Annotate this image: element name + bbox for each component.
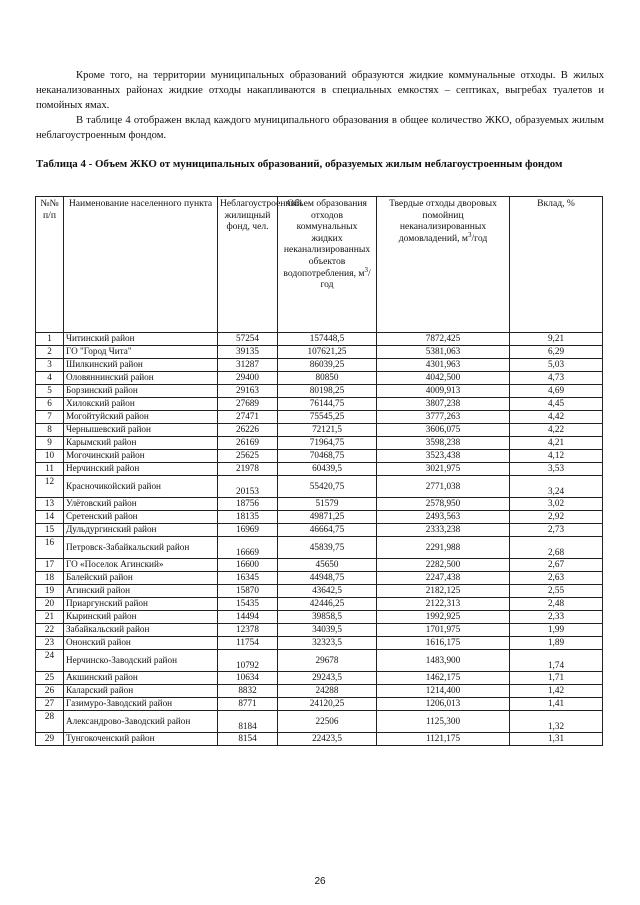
row-population: 8184 (218, 711, 278, 733)
row-volume: 44948,75 (278, 572, 377, 585)
row-share: 4,42 (510, 411, 603, 424)
table-row (36, 411, 603, 424)
row-solid-waste: 1483,900 (377, 650, 510, 672)
row-share: 2,63 (510, 572, 603, 585)
row-number: 26 (36, 685, 64, 698)
row-volume: 49871,25 (278, 511, 377, 524)
row-share: 2,68 (510, 537, 603, 559)
table-caption: Таблица 4 - Объем ЖКО от муниципальных образований, образуемых жилым неблагоустроенным фондом (36, 158, 563, 170)
row-solid-waste: 3021,975 (377, 463, 510, 476)
row-share: 1,41 (510, 698, 603, 711)
row-name: Петровск-Забайкальский район (64, 537, 218, 559)
row-share: 1,71 (510, 672, 603, 685)
row-solid-waste: 1214,400 (377, 685, 510, 698)
table-row (36, 711, 603, 733)
row-population: 15870 (218, 585, 278, 598)
row-number: 29 (36, 733, 64, 746)
header-solid-power: 3 (467, 230, 472, 239)
table-body (36, 333, 603, 746)
row-solid-waste: 3523,438 (377, 450, 510, 463)
row-name: ГО "Город Чита" (64, 346, 218, 359)
row-share: 1,74 (510, 650, 603, 672)
row-number: 15 (36, 524, 64, 537)
row-solid-waste: 7872,425 (377, 333, 510, 346)
table-row (36, 498, 603, 511)
row-share: 4,21 (510, 437, 603, 450)
row-number: 9 (36, 437, 64, 450)
header-solid-text: Твердые отходы дворовых помойниц неканализированных домовладений, м (389, 198, 497, 244)
row-population: 8771 (218, 698, 278, 711)
row-number: 8 (36, 424, 64, 437)
row-name: Кыринский район (64, 611, 218, 624)
row-solid-waste: 1206,013 (377, 698, 510, 711)
row-number: 12 (36, 476, 64, 498)
row-population: 11754 (218, 637, 278, 650)
row-volume: 157448,5 (278, 333, 377, 346)
table-row (36, 524, 603, 537)
row-name: Тунгокоченский район (64, 733, 218, 746)
row-population: 12378 (218, 624, 278, 637)
header-name: Наименование населенного пункта (64, 197, 218, 333)
row-share: 4,45 (510, 398, 603, 411)
row-solid-waste: 2333,238 (377, 524, 510, 537)
row-name: Чернышевский район (64, 424, 218, 437)
row-volume: 32323,5 (278, 637, 377, 650)
row-volume: 22423,5 (278, 733, 377, 746)
row-volume: 76144,75 (278, 398, 377, 411)
table-row (36, 650, 603, 672)
row-share: 2,48 (510, 598, 603, 611)
row-number: 4 (36, 372, 64, 385)
row-population: 14494 (218, 611, 278, 624)
table-row (36, 424, 603, 437)
waste-volume-table (35, 196, 603, 746)
header-share: Вклад, % (510, 197, 603, 333)
row-name: Карымский район (64, 437, 218, 450)
intro-paragraph-1 (36, 68, 604, 113)
table-row (36, 637, 603, 650)
row-number: 24 (36, 650, 64, 672)
header-volume-power: 3 (364, 265, 368, 274)
row-share: 2,92 (510, 511, 603, 524)
row-name: Могойтуйский район (64, 411, 218, 424)
row-share: 1,31 (510, 733, 603, 746)
row-name: Балейский район (64, 572, 218, 585)
table-row (36, 624, 603, 637)
table-row (36, 346, 603, 359)
row-population: 8832 (218, 685, 278, 698)
row-volume: 80198,25 (278, 385, 377, 398)
row-share: 6,29 (510, 346, 603, 359)
row-name: ГО «Поселок Агинский» (64, 559, 218, 572)
table-row (36, 672, 603, 685)
row-share: 4,12 (510, 450, 603, 463)
table-row (36, 611, 603, 624)
table-row (36, 537, 603, 559)
row-population: 26169 (218, 437, 278, 450)
row-volume: 45839,75 (278, 537, 377, 559)
row-share: 1,32 (510, 711, 603, 733)
row-volume: 29678 (278, 650, 377, 672)
row-solid-waste: 3777,263 (377, 411, 510, 424)
row-population: 31287 (218, 359, 278, 372)
row-name: Газимуро-Заводский район (64, 698, 218, 711)
row-name: Нерчинско-Заводский район (64, 650, 218, 672)
row-number: 19 (36, 585, 64, 598)
intro-paragraph-1-text: Кроме того, на территории муниципальных образований образуются жидкие коммунальные отходы. В жилых неканализованных районах жидкие отходы накапливаются в специальных емкостях – септиках, выгребах туалетов и помойных ямах. (36, 70, 604, 111)
row-number: 17 (36, 559, 64, 572)
row-volume: 29243,5 (278, 672, 377, 685)
row-solid-waste: 3598,238 (377, 437, 510, 450)
header-solid (377, 197, 510, 333)
row-name: Хилокский район (64, 398, 218, 411)
table-row (36, 733, 603, 746)
row-volume: 86039,25 (278, 359, 377, 372)
row-name: Сретенский район (64, 511, 218, 524)
row-volume: 24120,25 (278, 698, 377, 711)
row-volume: 34039,5 (278, 624, 377, 637)
header-num: №№ п/п (36, 197, 64, 333)
row-volume: 46664,75 (278, 524, 377, 537)
header-volume-text: Объем образования отходов коммунальных жидких неканализированных объектов водопотребления, м (283, 198, 371, 279)
row-number: 14 (36, 511, 64, 524)
row-volume: 55420,75 (278, 476, 377, 498)
row-population: 10634 (218, 672, 278, 685)
table-row (36, 385, 603, 398)
row-share: 1,99 (510, 624, 603, 637)
row-solid-waste: 2182,125 (377, 585, 510, 598)
table-row (36, 698, 603, 711)
row-share: 3,02 (510, 498, 603, 511)
row-share: 2,67 (510, 559, 603, 572)
row-number: 21 (36, 611, 64, 624)
row-population: 18135 (218, 511, 278, 524)
row-share: 4,73 (510, 372, 603, 385)
table-row (36, 398, 603, 411)
table-row (36, 511, 603, 524)
row-population: 29163 (218, 385, 278, 398)
row-population: 8154 (218, 733, 278, 746)
row-volume: 24288 (278, 685, 377, 698)
row-population: 16969 (218, 524, 278, 537)
row-number: 5 (36, 385, 64, 398)
row-population: 10792 (218, 650, 278, 672)
table-row (36, 437, 603, 450)
row-population: 26226 (218, 424, 278, 437)
row-volume: 22506 (278, 711, 377, 733)
row-volume: 80850 (278, 372, 377, 385)
row-solid-waste: 2247,438 (377, 572, 510, 585)
row-solid-waste: 2771,038 (377, 476, 510, 498)
row-share: 2,33 (510, 611, 603, 624)
row-number: 22 (36, 624, 64, 637)
row-volume: 107621,25 (278, 346, 377, 359)
row-share: 5,03 (510, 359, 603, 372)
row-population: 15435 (218, 598, 278, 611)
row-name: Александрово-Заводский район (64, 711, 218, 733)
header-solid-unit: /год (471, 232, 488, 244)
table-row (36, 585, 603, 598)
intro-paragraph-2-text: В таблице 4 отображен вклад каждого муниципального образования в общее количество ЖКО, образуемых жилым неблагоустроенным фондом. (36, 115, 604, 141)
row-volume: 60439,5 (278, 463, 377, 476)
row-volume: 45650 (278, 559, 377, 572)
row-volume: 72121,5 (278, 424, 377, 437)
row-number: 23 (36, 637, 64, 650)
row-population: 18756 (218, 498, 278, 511)
row-population: 39135 (218, 346, 278, 359)
intro-paragraph-2 (36, 113, 604, 143)
row-solid-waste: 3606,075 (377, 424, 510, 437)
row-solid-waste: 2122,313 (377, 598, 510, 611)
row-number: 28 (36, 711, 64, 733)
row-population: 27689 (218, 398, 278, 411)
row-number: 3 (36, 359, 64, 372)
row-name: Агинский район (64, 585, 218, 598)
row-name: Каларский район (64, 685, 218, 698)
table-row (36, 685, 603, 698)
row-share: 2,73 (510, 524, 603, 537)
row-solid-waste: 4301,963 (377, 359, 510, 372)
row-volume: 75545,25 (278, 411, 377, 424)
row-name: Шилкинский район (64, 359, 218, 372)
row-number: 16 (36, 537, 64, 559)
row-solid-waste: 5381,063 (377, 346, 510, 359)
table-row (36, 359, 603, 372)
row-number: 27 (36, 698, 64, 711)
row-number: 10 (36, 450, 64, 463)
row-number: 11 (36, 463, 64, 476)
row-number: 6 (36, 398, 64, 411)
row-solid-waste: 2578,950 (377, 498, 510, 511)
row-solid-waste: 1121,175 (377, 733, 510, 746)
row-name: Могочинский район (64, 450, 218, 463)
row-name: Борзинский район (64, 385, 218, 398)
row-volume: 70468,75 (278, 450, 377, 463)
row-population: 25625 (218, 450, 278, 463)
table-row (36, 372, 603, 385)
table-row (36, 450, 603, 463)
row-population: 16600 (218, 559, 278, 572)
row-number: 7 (36, 411, 64, 424)
row-name: Приаргунский район (64, 598, 218, 611)
table-row (36, 476, 603, 498)
row-number: 20 (36, 598, 64, 611)
row-solid-waste: 3807,238 (377, 398, 510, 411)
row-name: Читинский район (64, 333, 218, 346)
row-solid-waste: 1462,175 (377, 672, 510, 685)
row-population: 20153 (218, 476, 278, 498)
row-number: 25 (36, 672, 64, 685)
row-population: 16345 (218, 572, 278, 585)
row-population: 27471 (218, 411, 278, 424)
row-volume: 39858,5 (278, 611, 377, 624)
header-volume-unit: /год (320, 267, 371, 291)
row-volume: 51579 (278, 498, 377, 511)
row-volume: 43642,5 (278, 585, 377, 598)
table-header-row (36, 197, 603, 333)
row-solid-waste: 1125,300 (377, 711, 510, 733)
row-name: Улётовский район (64, 498, 218, 511)
row-name: Оловяннинский район (64, 372, 218, 385)
row-share: 1,42 (510, 685, 603, 698)
row-volume: 42446,25 (278, 598, 377, 611)
table-row (36, 559, 603, 572)
row-number: 13 (36, 498, 64, 511)
row-name: Забайкальский район (64, 624, 218, 637)
row-name: Ононский район (64, 637, 218, 650)
row-share: 9,21 (510, 333, 603, 346)
row-population: 29400 (218, 372, 278, 385)
row-solid-waste: 1992,925 (377, 611, 510, 624)
row-solid-waste: 2291,988 (377, 537, 510, 559)
row-number: 1 (36, 333, 64, 346)
row-share: 4,22 (510, 424, 603, 437)
row-solid-waste: 2493,563 (377, 511, 510, 524)
row-share: 3,24 (510, 476, 603, 498)
row-share: 4,69 (510, 385, 603, 398)
row-population: 57254 (218, 333, 278, 346)
row-share: 3,53 (510, 463, 603, 476)
row-name: Акшинский район (64, 672, 218, 685)
row-solid-waste: 4042,500 (377, 372, 510, 385)
row-name: Дульдургинский район (64, 524, 218, 537)
row-share: 2,55 (510, 585, 603, 598)
row-population: 21978 (218, 463, 278, 476)
table-row (36, 572, 603, 585)
row-name: Красночикойский район (64, 476, 218, 498)
row-solid-waste: 1701,975 (377, 624, 510, 637)
row-solid-waste: 2282,500 (377, 559, 510, 572)
table-row (36, 333, 603, 346)
row-name: Нерчинский район (64, 463, 218, 476)
header-population: Неблагоустроенный жилищный фонд, чел. (218, 197, 278, 333)
table-row (36, 598, 603, 611)
row-number: 18 (36, 572, 64, 585)
row-solid-waste: 4009,913 (377, 385, 510, 398)
row-solid-waste: 1616,175 (377, 637, 510, 650)
page-number: 26 (314, 876, 326, 887)
row-number: 2 (36, 346, 64, 359)
row-population: 16669 (218, 537, 278, 559)
table-row (36, 463, 603, 476)
row-share: 1,89 (510, 637, 603, 650)
header-volume (278, 197, 377, 333)
row-volume: 71964,75 (278, 437, 377, 450)
